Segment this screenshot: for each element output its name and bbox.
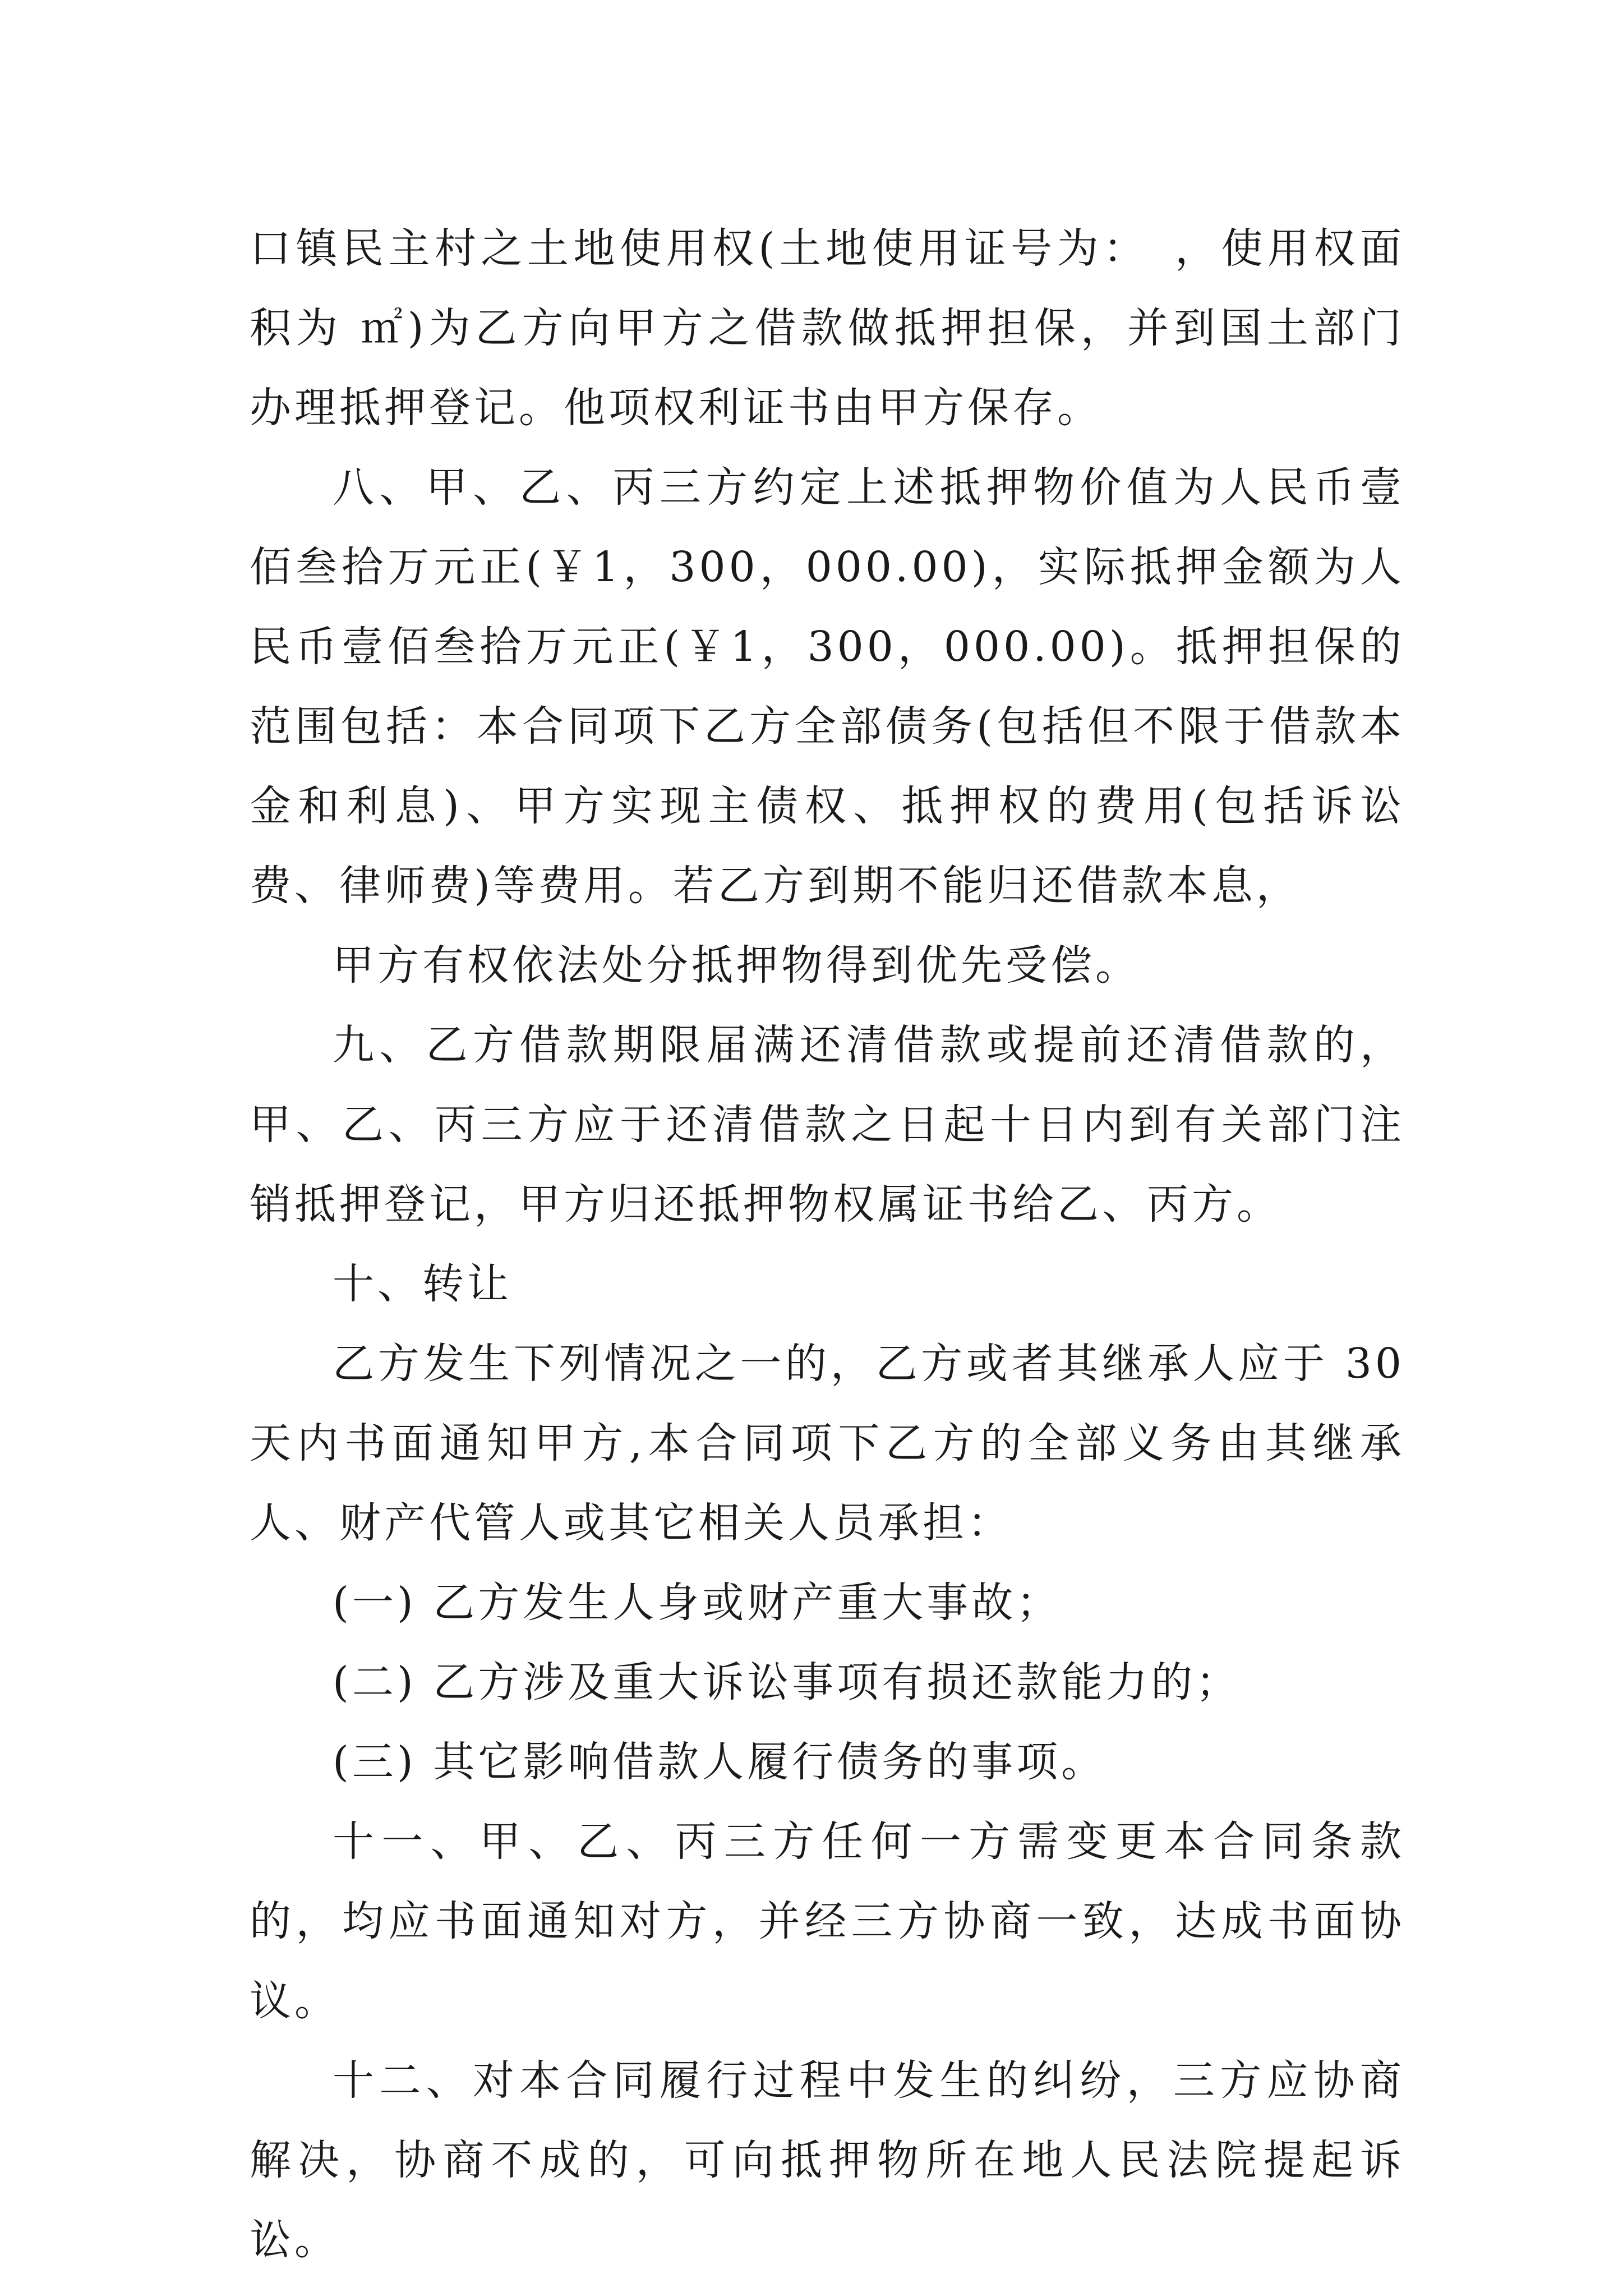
paragraph-article-10-body: 乙方发生下列情况之一的，乙方或者其继承人应于 30 天内书面通知甲方,本合同项下乙方的全部义务由其继承人、财产代管人或其它相关人员承担： xyxy=(250,1340,1405,1547)
paragraph-mortgage-land: 口镇民主村之土地使用权(土地使用证号为： ，使用权面积为 ㎡)为乙方向甲方之借款做抵押担保，并到国土部门办理抵押登记。他项权利证书由甲方保存。 xyxy=(250,224,1405,432)
paragraph-article-9: 九、乙方借款期限届满还清借款或提前还清借款的，甲、乙、丙三方应于还清借款之日起十日内到有关部门注销抵押登记，甲方归还抵押物权属证书给乙、丙方。 xyxy=(250,1021,1405,1228)
paragraph-item-1: (一) 乙方发生人身或财产重大事故； xyxy=(333,1579,1062,1627)
paragraph-article-12: 十二、对本合同履行过程中发生的纠纷，三方应协商解决，协商不成的，可向抵押物所在地人民法院提起诉讼。 xyxy=(250,2056,1405,2264)
paragraph-article-8: 八、甲、乙、丙三方约定上述抵押物价值为人民币壹佰叁拾万元正(￥1，300，000.00)，实际抵押金额为人民币壹佰叁拾万元正(￥1，300，000.00)。抵押担保的范围包括：本合同项下乙方全部债务(包括但不限于借款本金和利息)、甲方实现主债权、抵押权的费用(包括诉讼费、律师费)等费用。若乙方到期不能归还借款本息， xyxy=(250,463,1405,910)
paragraph-item-3: (三) 其它影响借款人履行债务的事项。 xyxy=(333,1738,1106,1786)
paragraph-article-10-heading: 十、转让 xyxy=(333,1260,512,1308)
paragraph-article-8-cont: 甲方有权依法处分抵押物得到优先受偿。 xyxy=(333,941,1140,990)
document-body xyxy=(250,209,1405,2280)
paragraph-article-11: 十一、甲、乙、丙三方任何一方需变更本合同条款的，均应书面通知对方，并经三方协商一致，达成书面协议。 xyxy=(250,1818,1405,2025)
paragraph-item-2: (二) 乙方涉及重大诉讼事项有损还款能力的； xyxy=(333,1658,1241,1706)
